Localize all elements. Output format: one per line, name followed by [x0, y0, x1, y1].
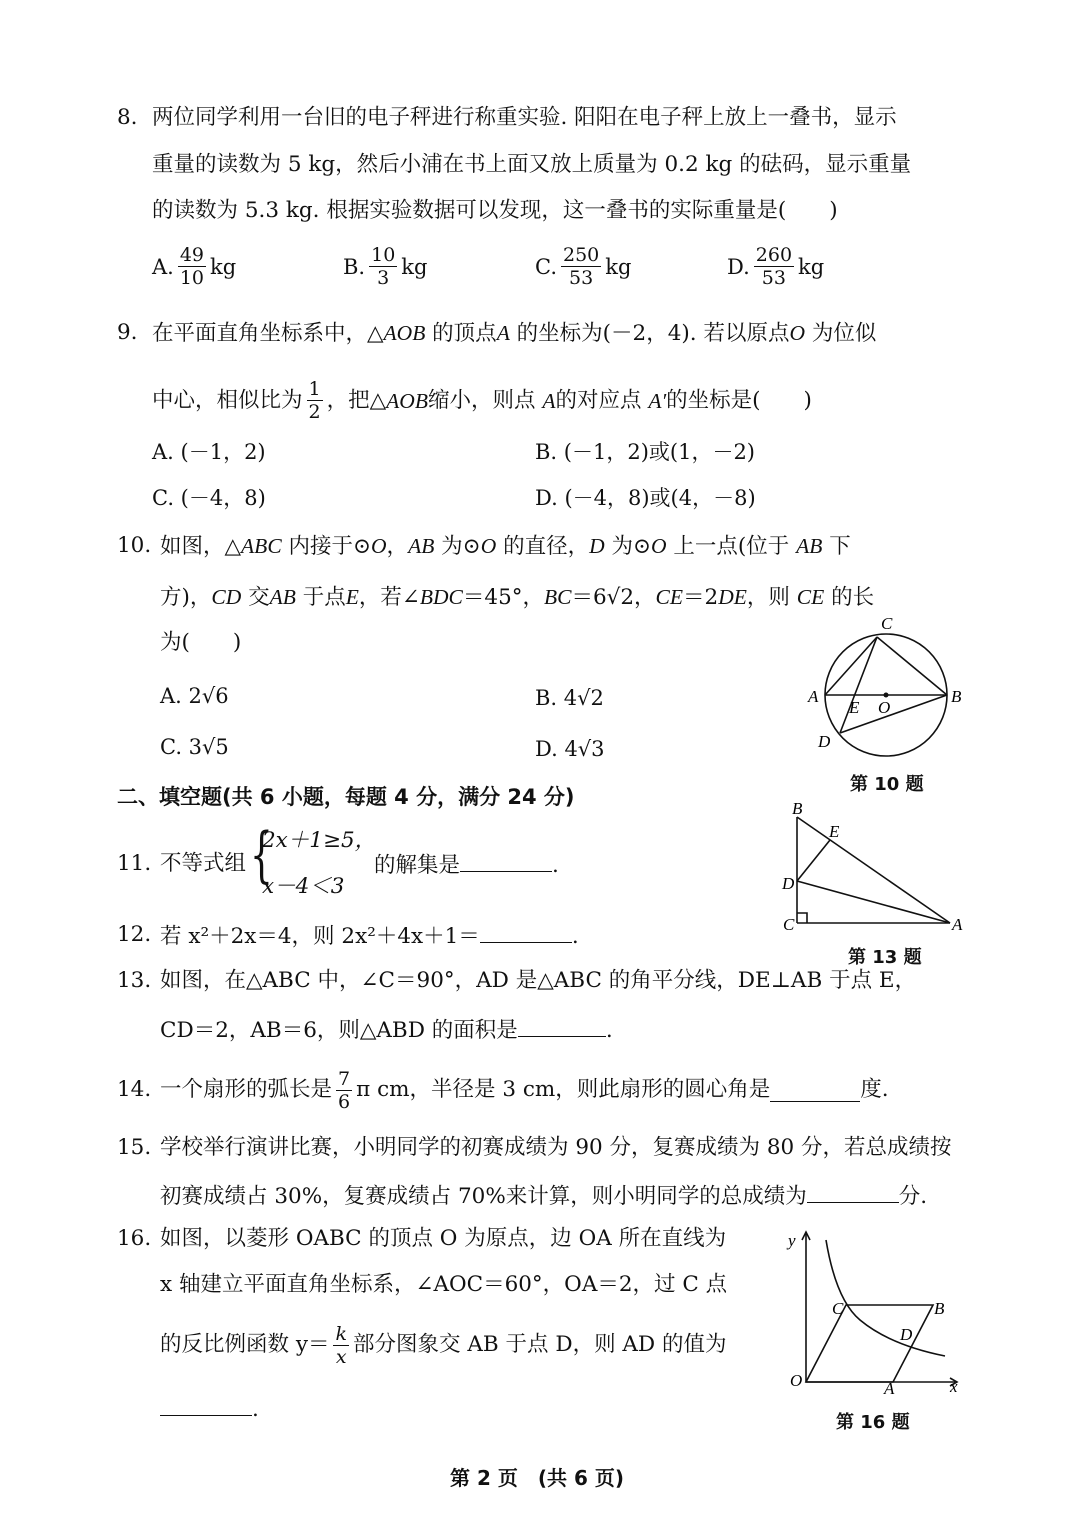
q13-answer-blank[interactable] — [518, 1014, 606, 1037]
q16-rhombus — [806, 1305, 933, 1382]
q13-right-angle-mark — [797, 913, 807, 923]
q8-option-d: D. $\frac{260}{53}$ kg — [727, 244, 825, 289]
q15-answer-blank[interactable] — [807, 1180, 899, 1203]
q10-option-c: C. 3√5 — [160, 735, 229, 759]
q9-line-2: 中心，相似比为 $\frac{1}{2}$ ，把△ AOB 缩小，则点 A 的对应点 A′ 的坐标是( ) — [152, 378, 812, 423]
q9-number: 9. — [117, 320, 138, 345]
q13-label-a: A — [952, 915, 963, 934]
q16-label-o: O — [790, 1371, 803, 1390]
q11-prefix: 不等式组 — [160, 851, 247, 876]
q12-line: 若 x²＋2x＝4，则 2x²＋4x＋1＝ . — [160, 920, 579, 952]
q12-number: 12. — [117, 922, 152, 947]
q13-label-e: E — [829, 822, 840, 841]
q8-line-1: 两位同学利用一台旧的电子秤进行称重实验. 阳阳在电子秤上放上一叠书，显示 — [152, 105, 897, 130]
q16-hyperbola — [826, 1240, 945, 1356]
q11-suffix: 的解集是 . — [374, 849, 559, 881]
q12-answer-blank[interactable] — [480, 920, 572, 943]
q11-inequality-1: 2x＋1≥5， — [262, 828, 377, 853]
q13-segment-de — [797, 840, 830, 881]
q10-segment-cd — [840, 637, 877, 733]
q10-label-a: A — [808, 687, 819, 706]
q8-line-3: 的读数为 5.3 kg. 根据实验数据可以发现，这一叠书的实际重量是( ) — [152, 198, 838, 223]
q11-number: 11. — [117, 851, 152, 876]
q9-option-a: A. (－1，2) — [152, 440, 266, 464]
q11-answer-blank[interactable] — [460, 849, 552, 872]
q10-figure — [800, 610, 975, 770]
q16-line-2: x 轴建立平面直角坐标系，∠AOC＝60°，OA＝2，过 C 点 — [160, 1272, 728, 1297]
q13-segment-da — [797, 881, 950, 923]
q9-option-c: C. (－4，8) — [152, 486, 266, 510]
q16-label-d: D — [900, 1325, 913, 1344]
q13-segment-ba — [797, 817, 950, 923]
q10-center-dot — [884, 693, 889, 698]
q9-option-b: B. (－1，2)或(1，－2) — [535, 440, 755, 464]
q8-line-2: 重量的读数为 5 kg，然后小浦在书上面又放上质量为 0.2 kg 的砝码，显示重量 — [152, 152, 912, 177]
q13-label-c: C — [783, 915, 795, 934]
q8-option-a: A. $\frac{49}{10}$ kg — [152, 244, 237, 289]
q10-line-1: 如图，△ABC 内接于⊙O，AB 为⊙O 的直径，D 为⊙O 上一点(位于 AB 下 — [160, 534, 851, 559]
q13-line-2: CD＝2，AB＝6，则△ABD 的面积是 . — [160, 1014, 613, 1046]
q16-number: 16. — [117, 1226, 152, 1251]
section-2-heading: 二、填空题(共 6 小题，每题 4 分，满分 24 分) — [117, 785, 575, 809]
q16-label-c: C — [832, 1299, 844, 1318]
q11-inequality-2: x－4＜3 — [262, 874, 345, 899]
q13-line-1: 如图，在△ABC 中，∠C＝90°，AD 是△ABC 的角平分线，DE⊥AB 于点 E， — [160, 968, 917, 993]
q9-line-1: 在平面直角坐标系中，△AOB 的顶点A 的坐标为(－2，4). 若以原点O 为位似 — [152, 321, 877, 346]
page-footer: 第 2 页 (共 6 页) — [450, 1466, 624, 1490]
q15-line-2: 初赛成绩占 30%，复赛成绩占 70%来计算，则小明同学的总成绩为 分. — [160, 1180, 927, 1212]
q16-line-4: . — [160, 1393, 259, 1425]
q9-option-d: D. (－4，8)或(4，－8) — [535, 486, 756, 510]
q11-brace: { — [250, 820, 273, 890]
q10-caption: 第 10 题 — [850, 774, 924, 795]
q10-line-2: 方)，CD 交AB 于点E，若∠BDC＝45°，BC＝6√2，CE＝2DE，则 CE 的长 — [160, 585, 875, 610]
q10-segment-cb — [877, 637, 947, 695]
q16-answer-blank[interactable] — [160, 1393, 252, 1416]
q10-option-b: B. 4√2 — [535, 686, 604, 710]
q10-label-d: D — [818, 732, 831, 751]
q16-label-a: A — [884, 1379, 895, 1398]
q10-label-c: C — [881, 614, 893, 633]
q13-figure — [775, 798, 970, 938]
q16-caption: 第 16 题 — [836, 1412, 910, 1433]
q10-label-o: O — [878, 698, 891, 717]
q8-option-b: B. $\frac{10}{3}$ kg — [343, 244, 428, 289]
q16-figure — [780, 1222, 975, 1404]
q10-label-b: B — [951, 687, 962, 706]
q8-number: 8. — [117, 105, 138, 130]
q15-line-1: 学校举行演讲比赛，小明同学的初赛成绩为 90 分，复赛成绩为 80 分，若总成绩按 — [160, 1135, 952, 1160]
q10-label-e: E — [849, 698, 860, 717]
q13-label-b: B — [792, 799, 803, 818]
q10-option-a: A. 2√6 — [160, 684, 229, 708]
q14-line: 一个扇形的弧长是 $\frac{7}{6}$ π cm，半径是 3 cm，则此扇形的圆心角是 度. — [160, 1067, 889, 1113]
q8-option-c: C. $\frac{250}{53}$ kg — [535, 244, 632, 289]
q15-number: 15. — [117, 1135, 152, 1160]
q16-line-3: 的反比例函数 y＝ $\frac{k}{x}$ 部分图象交 AB 于点 D，则 AD 的值为 — [160, 1322, 727, 1368]
q16-label-x: x — [950, 1377, 958, 1396]
q14-number: 14. — [117, 1077, 152, 1102]
q13-number: 13. — [117, 968, 152, 993]
q10-line-3: 为( ) — [160, 630, 242, 655]
q16-label-b: B — [934, 1299, 945, 1318]
q14-answer-blank[interactable] — [770, 1079, 860, 1102]
q16-line-1: 如图，以菱形 OABC 的顶点 O 为原点，边 OA 所在直线为 — [160, 1226, 727, 1251]
q13-label-d: D — [782, 874, 795, 893]
q16-label-y: y — [788, 1231, 796, 1250]
q10-number: 10. — [117, 533, 152, 558]
q10-option-d: D. 4√3 — [535, 737, 605, 761]
q13-caption: 第 13 题 — [848, 947, 922, 968]
